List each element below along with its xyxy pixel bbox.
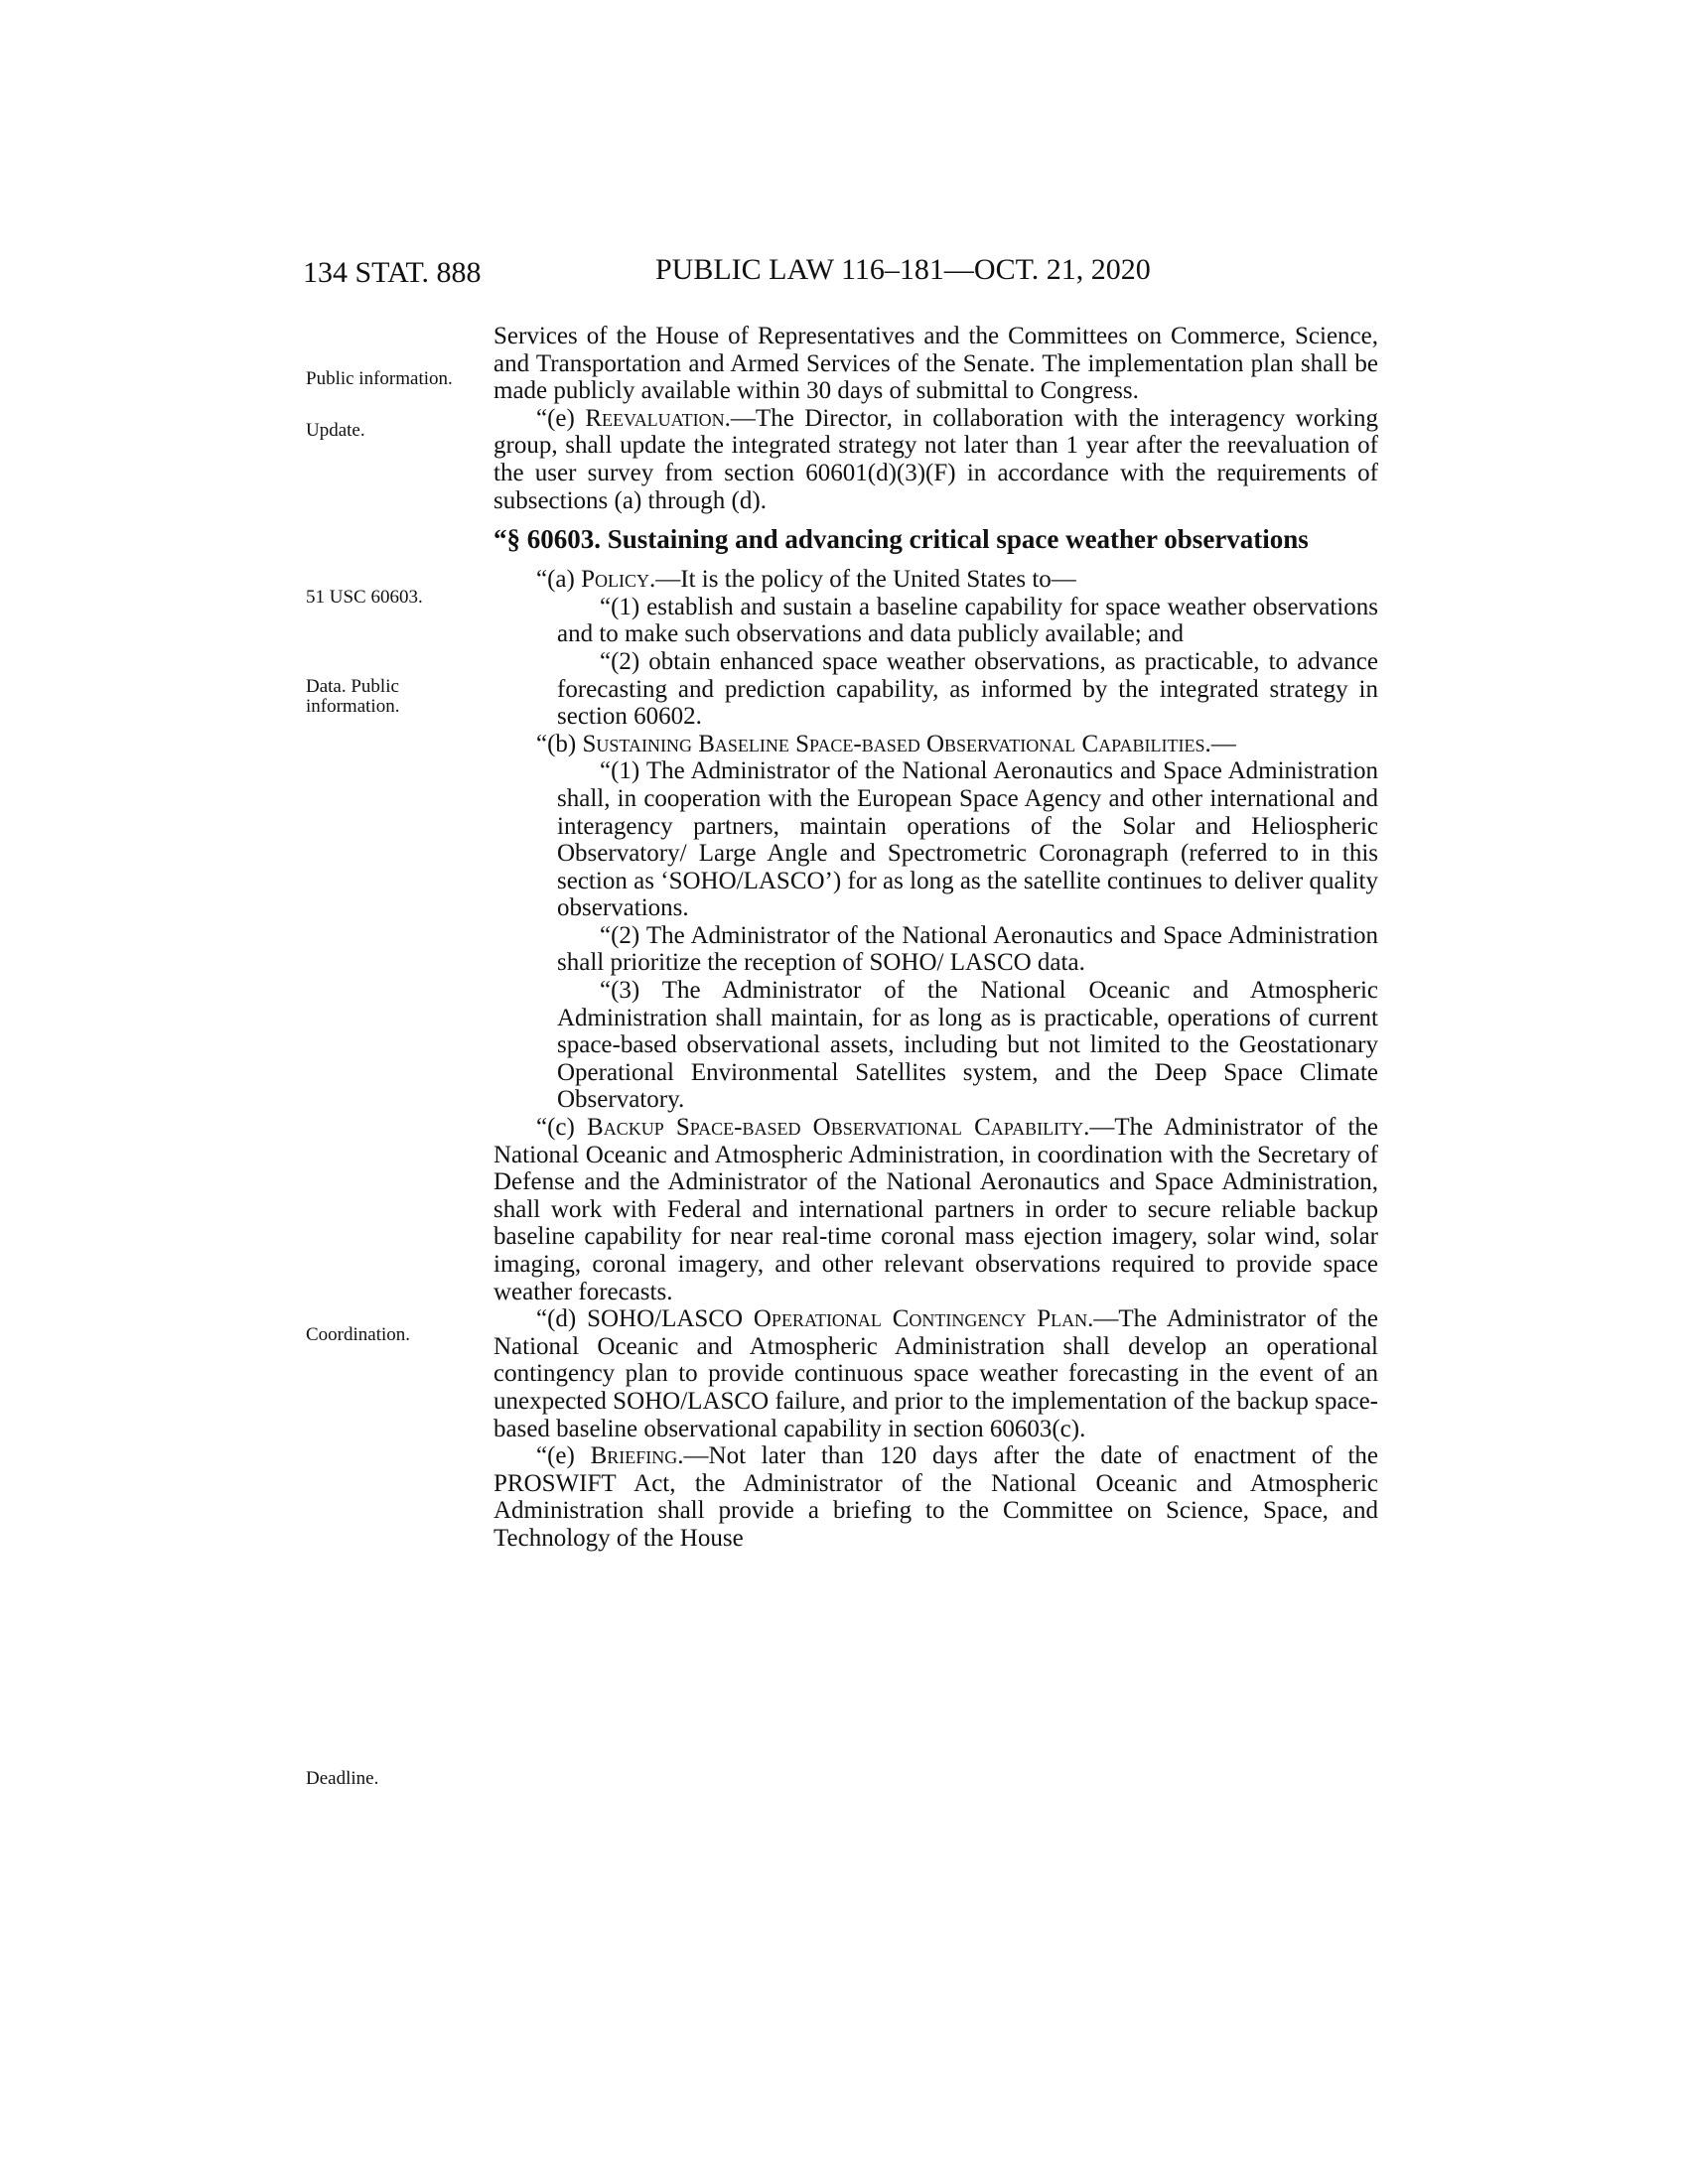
paragraph-a1: “(1) establish and sustain a baseline capability for space weather observations and to make such observations and data publicly available; and bbox=[557, 593, 1378, 648]
subsection-a-policy bbox=[493, 566, 1378, 594]
margin-note-usc-citation: 51 USC 60603. bbox=[306, 587, 423, 608]
margin-note-deadline: Deadline. bbox=[306, 1768, 379, 1789]
paragraph-b2: “(2) The Administrator of the National Aeronautics and Space Administration shall prioritize the reception of SOHO/ LASCO data. bbox=[557, 921, 1378, 977]
margin-note-update: Update. bbox=[306, 420, 365, 441]
subsection-b-label: “(b) bbox=[536, 730, 583, 757]
running-header-title: PUBLIC LAW 116–181—OCT. 21, 2020 bbox=[655, 253, 1151, 286]
subsection-b-sustaining bbox=[493, 731, 1378, 758]
subsection-e2-text: .—Not later than 120 days after the date of enactment of the PROSWIFT Act, the Administrator of the National Oceanic and Atmospheric Administration shall provide a briefing to the Committee on Science, Space, and Technology of the House bbox=[493, 1442, 1378, 1552]
subsection-d-label: “(d) SOHO/LASCO bbox=[536, 1305, 754, 1333]
subsection-e-reevaluation bbox=[493, 405, 1378, 514]
subsection-e-heading: Reevaluation bbox=[585, 404, 725, 432]
subsection-b-heading: Sustaining Baseline Space-based Observational Capabilities bbox=[582, 730, 1205, 757]
paragraph-b3: “(3) The Administrator of the National Oceanic and Atmospheric Administration shall maintain, for as long as is practicable, operations of current space-based observational assets, including but not limited to the Geostationary Operational Environmental Satellites system, and the Deep Space Climate Observatory. bbox=[557, 977, 1378, 1114]
subsection-a-text: .—It is the policy of the United States to— bbox=[649, 566, 1076, 594]
paragraph-a2: “(2) obtain enhanced space weather observations, as practicable, to advance forecasting and prediction capability, as informed by the integrated strategy in section 60602. bbox=[557, 647, 1378, 731]
subsection-c-text: .—The Administrator of the National Oceanic and Atmospheric Administration, in coordination with the Secretary of Defense and the Administrator of the National Aeronautics and Space Administration, shall work with Federal and international partners in order to secure reliable backup baseline capability for near real-time coronal mass ejection imagery, solar wind, solar imaging, coronal imagery, and other relevant observations required to provide space weather forecasts. bbox=[493, 1114, 1378, 1305]
subsection-c-backup bbox=[493, 1114, 1378, 1305]
main-text-column bbox=[493, 323, 1378, 1553]
subsection-d-text: .—The Administrator of the National Oceanic and Atmospheric Administration shall develop an operational contingency plan to provide continuous space weather forecasting in the event of an unexpected SOHO/LASCO failure, and prior to the implementation of the backup space-based baseline observational capability in section 60603(c). bbox=[493, 1305, 1378, 1442]
subsection-b-text: .— bbox=[1204, 730, 1236, 757]
subsection-e2-label: “(e) bbox=[536, 1442, 591, 1470]
section-heading: “§ 60603. Sustaining and advancing critical space weather observations bbox=[493, 524, 1309, 555]
margin-note-coordination: Coordination. bbox=[306, 1324, 411, 1345]
margin-note-data-public-information: Data. Public information. bbox=[306, 676, 400, 717]
paragraph-b1: “(1) The Administrator of the National Aeronautics and Space Administration shall, in cooperation with the European Space Agency and other international and interagency partners, maintain operations of the Solar and Heliospheric Observatory/ Large Angle and Spectrometric Coronagraph (referred to in this section as ‘SOHO/LASCO’) for as long as the satellite continues to deliver quality observations. bbox=[557, 757, 1378, 922]
subsection-e-label: “(e) bbox=[536, 404, 586, 432]
subsection-e2-heading: Briefing bbox=[590, 1442, 678, 1470]
subsection-c-heading: Backup Space-based Observational Capability bbox=[587, 1114, 1084, 1142]
subsection-d-heading: Operational Contingency Plan bbox=[753, 1305, 1088, 1333]
subsection-e-briefing bbox=[493, 1442, 1378, 1552]
subsection-d-contingency bbox=[493, 1305, 1378, 1442]
subsection-a-heading: Policy bbox=[581, 566, 649, 594]
subsection-a-label: “(a) bbox=[536, 566, 582, 594]
margin-note-public-information: Public information. bbox=[306, 368, 453, 389]
statute-reference: 134 STAT. 888 bbox=[303, 256, 482, 289]
subsection-e-text: .—The Director, in collaboration with the interagency working group, shall update the integrated strategy not later than 1 year after the reevaluation of the user survey from section 60601(d)(3)(F) in accordance with the requirements of subsections (a) through (d). bbox=[493, 404, 1379, 514]
subsection-c-label: “(c) bbox=[536, 1114, 588, 1142]
paragraph-continuation: Services of the House of Representatives and the Committees on Commerce, Science, and Transportation and Armed Services of the Senate. The implementation plan shall be made publicly available within 30 days of submittal to Congress. bbox=[493, 323, 1378, 405]
